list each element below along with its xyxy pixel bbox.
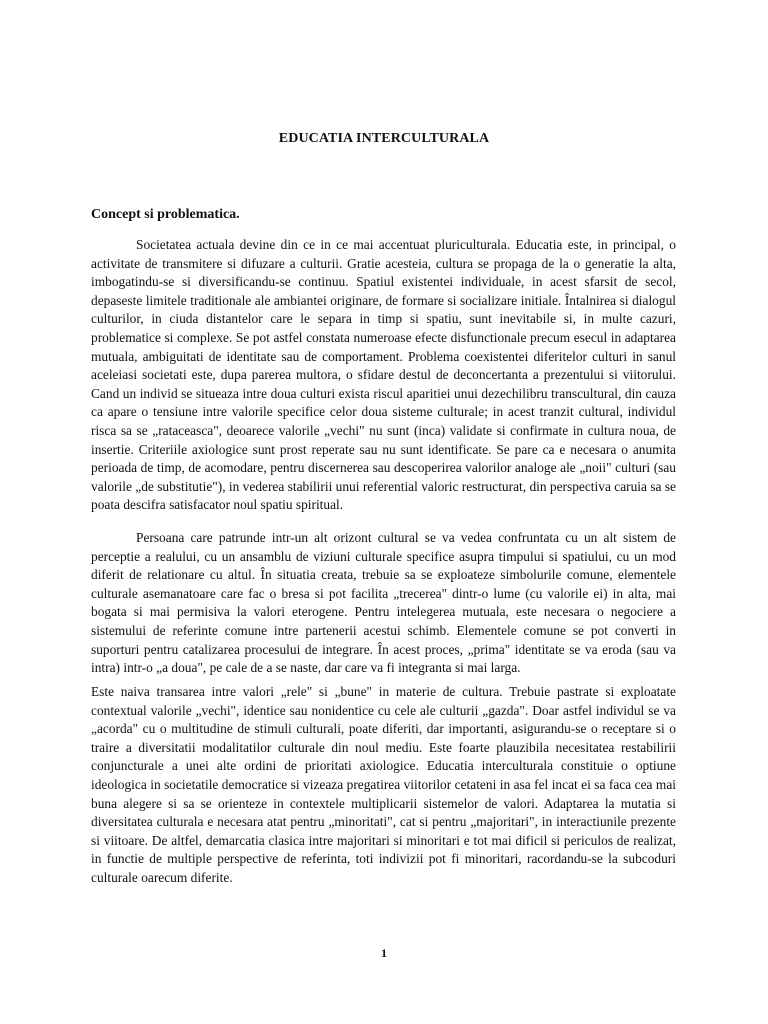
paragraph-3: Este naiva transarea intre valori „rele" si „bune" in materie de cultura. Trebuie pastrate si exploatate contextual valorile „vechi", identice sau nonidentice cu cele ale culturii „gazda". Doar astfel individul se va „acorda" cu o multitudine de stimuli culturali, poate diferiti, dar importanti, asigurandu-se o receptare si o traire a diversitatii modalitatilor culturale din noul mediu. Este foarte plauzibila necesitatea restabilirii conjuncturale a unei alte ordini de prioritati axiologice. Educatia interculturala constituie o optiune ideologica in societatile democratice si vizeaza pregatirea viitorilor cetateni in asa fel incat ei sa faca cea mai buna alegere si sa se orienteze in contextele multiplicarii sistemelor de valori. Adaptarea la mutatia si diversitatea culturala e necesara atat pentru „minoritati", cat si pentru „majoritari", in interactiunile prezente si viitoare. De altfel, demarcatia clasica intre majoritari si minoritari e tot mai dificil si periculos de realizat, in functie de multiple perspective de referinta, toti indivizii pot fi minoritari, racordandu-se la subcoduri culturale oarecum diferite. bbox=[91, 684, 676, 885]
paragraph-1: Societatea actuala devine din ce in ce mai accentuat pluriculturala. Educatia este, in principal, o activitate de transmitere si difuzare a culturii. Gratie acesteia, cultura se propaga de la o generatie la alta, imbogatindu-se si diversificandu-se continuu. Spatiul existentei individuale, in acest sfarsit de secol, depaseste limitele traditionale ale ambiantei originare, de formare si socializare initiale. Întalnirea si dialogul culturilor, in ciuda distantelor care le separa in timp si spatiu, sunt inevitabile si, in multe cazuri, problematice si complexe. Se pot astfel constata numeroase efecte disfunctionale precum esecul in adaptarea mutuala, ambiguitati de identitate sau de comportament. Problema coexistentei diferitelor culturi in sanul aceleiasi societati este, dupa parerea multora, o sfidare destul de deconcertanta a prezentului si viitorului. Cand un individ se situeaza intre doua culturi exista riscul aparitiei unui dezechilibru transcultural, din cauza ca apare o tensiune intre valorile specifice celor doua sisteme culturale; in acest tranzit cultural, individul risca sa se „rataceasca", deoarece valorile „vechi" nu sunt (inca) validate si confirmate in cultura noua, de insertie. Criteriile axiologice sunt prost reperate sau nu sunt identificate. Se pare ca e necesara o anumita perioada de timp, de acomodare, pentru discernerea sau descoperirea valorilor analoge ale „noii" culturi (sau valorile „de substitutie"), in vederea stabilirii unui referential valoric restructurat, din perspectiva caruia sa se poata descifra satisfacator noul spatiu spiritual. bbox=[91, 237, 676, 513]
page-number: 1 bbox=[381, 946, 387, 960]
document-title: EDUCATIA INTERCULTURALA bbox=[278, 131, 490, 146]
section-heading: Concept si problematica. bbox=[91, 207, 240, 222]
paragraph-2: Persoana care patrunde intr-un alt orizont cultural se va vedea confruntata cu un alt sistem de perceptie a realului, cu un ansamblu de viziuni culturale specifice asupra timpului si spatiului, cu un mod diferit de relationare cu altul. În situatia creata, trebuie sa se exploateze simbolurile comune, elementele culturale asemanatoare care fac o bresa si pot facilita „trecerea" dintr-o lume (cu valorile ei) in alta, mai bogata si mai permisiva la valori eterogene. Pentru intelegerea mutuala, este necesara o negociere a sistemului de referinte comune intre partenerii acestui schimb. Elementele comune se pot converti in suporturi pentru catalizarea procesului de integrare. În acest proces, „prima" identitate se va eroda (sau va intra) intr-o „a doua", pe cale de a se naste, dar care va fi integranta si mai larga. bbox=[91, 530, 676, 676]
